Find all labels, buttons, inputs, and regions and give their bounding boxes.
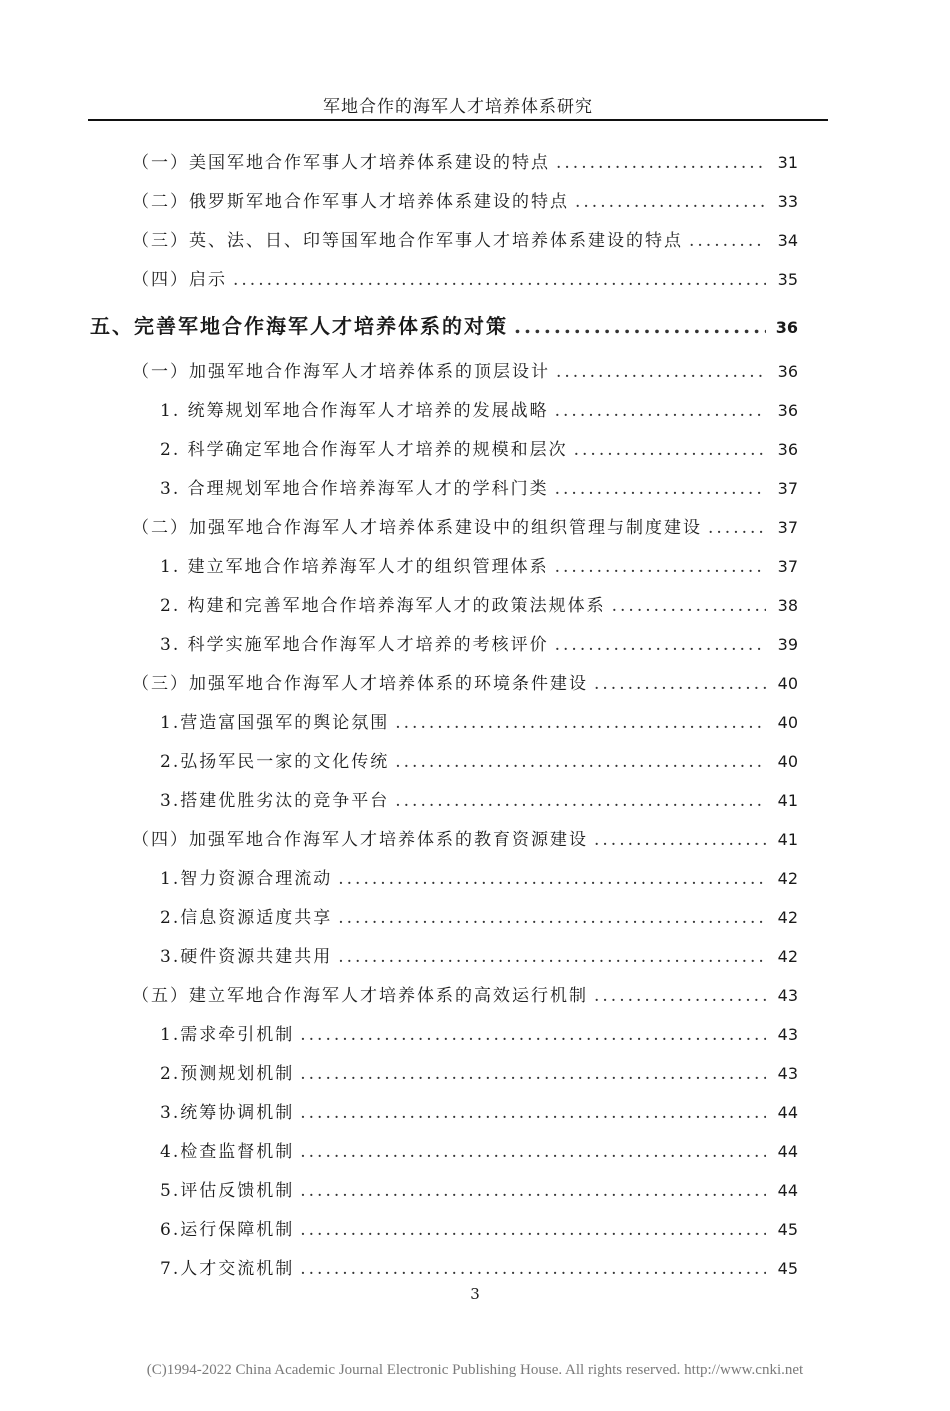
toc-entry-title: 2. 科学确定军地合作海军人才培养的规模和层次 bbox=[160, 440, 568, 460]
toc-entry[interactable] bbox=[160, 1059, 798, 1084]
toc-leader-dots bbox=[514, 314, 766, 338]
toc-leader-dots bbox=[395, 752, 766, 772]
toc-entry[interactable] bbox=[132, 981, 798, 1006]
toc-entry[interactable] bbox=[160, 474, 798, 499]
toc-entry[interactable] bbox=[160, 1098, 798, 1123]
toc-leader-dots bbox=[689, 231, 766, 251]
toc-leader-dots bbox=[338, 869, 766, 889]
toc-entry-page: 42 bbox=[777, 908, 798, 927]
toc-leader-dots bbox=[300, 1220, 766, 1240]
toc-entry-title: 2.预测规划机制 bbox=[160, 1064, 295, 1084]
toc-entry[interactable] bbox=[160, 630, 798, 655]
toc-entry[interactable] bbox=[160, 552, 798, 577]
toc-entry-page: 36 bbox=[777, 440, 798, 459]
toc-entry[interactable] bbox=[160, 903, 798, 928]
toc-entry-title: 6.运行保障机制 bbox=[160, 1220, 295, 1240]
toc-entry-title: 7.人才交流机制 bbox=[160, 1259, 295, 1279]
toc-leader-dots bbox=[338, 947, 766, 967]
toc-entry[interactable] bbox=[160, 786, 798, 811]
toc-entry[interactable] bbox=[160, 1137, 798, 1162]
toc-leader-dots bbox=[300, 1181, 766, 1201]
toc-entry-title: 1.智力资源合理流动 bbox=[160, 869, 333, 889]
toc-entry-title: （四）加强军地合作海军人才培养体系的教育资源建设 bbox=[132, 830, 588, 850]
toc-leader-dots bbox=[556, 362, 766, 382]
toc-leader-dots bbox=[300, 1142, 766, 1162]
toc-entry-page: 37 bbox=[777, 518, 798, 537]
toc-leader-dots bbox=[338, 908, 766, 928]
toc-entry[interactable] bbox=[160, 942, 798, 967]
toc-entry[interactable] bbox=[132, 825, 798, 850]
toc-entry[interactable] bbox=[160, 708, 798, 733]
toc-entry-page: 44 bbox=[777, 1103, 798, 1122]
toc-entry-title: 1. 建立军地合作培养海军人才的组织管理体系 bbox=[160, 557, 549, 577]
toc-entry-title: 3. 合理规划军地合作培养海军人才的学科门类 bbox=[160, 479, 549, 499]
toc-entry-page: 43 bbox=[777, 986, 798, 1005]
toc-entry-page: 36 bbox=[777, 362, 798, 381]
toc-entry-page: 42 bbox=[777, 947, 798, 966]
toc-entry[interactable] bbox=[132, 187, 798, 212]
toc-leader-dots bbox=[575, 192, 766, 212]
toc-entry-title: 3.硬件资源共建共用 bbox=[160, 947, 333, 967]
toc-entry[interactable] bbox=[160, 1020, 798, 1045]
toc-entry-page: 36 bbox=[777, 401, 798, 420]
toc-entry-title: （五）建立军地合作海军人才培养体系的高效运行机制 bbox=[132, 986, 588, 1006]
toc-entry-page: 40 bbox=[777, 752, 798, 771]
toc-entry-page: 44 bbox=[777, 1142, 798, 1161]
toc-leader-dots bbox=[395, 713, 766, 733]
copyright-footer: (C)1994-2022 China Academic Journal Electronic Publishing House. All rights reserved. http://www.cnki.net bbox=[146, 1362, 804, 1378]
toc-leader-dots bbox=[594, 986, 766, 1006]
toc-entry[interactable] bbox=[160, 747, 798, 772]
toc-entry-page: 31 bbox=[777, 153, 798, 172]
toc-leader-dots bbox=[300, 1103, 766, 1123]
toc-entry-title: 2.信息资源适度共享 bbox=[160, 908, 333, 928]
toc-entry-title: 1.需求牵引机制 bbox=[160, 1025, 295, 1045]
toc-entry-page: 43 bbox=[777, 1064, 798, 1083]
toc-entry-page: 45 bbox=[777, 1259, 798, 1278]
toc-entry[interactable] bbox=[160, 1176, 798, 1201]
toc-entry-page: 36 bbox=[775, 318, 798, 337]
toc-leader-dots bbox=[555, 635, 766, 655]
toc-entry[interactable] bbox=[132, 357, 798, 382]
toc-entry[interactable] bbox=[160, 1254, 798, 1279]
toc-entry-title: 3.搭建优胜劣汰的竞争平台 bbox=[160, 791, 390, 811]
toc-entry-title: （三）英、法、日、印等国军地合作军事人才培养体系建设的特点 bbox=[132, 231, 683, 251]
toc-entry-title: 3. 科学实施军地合作海军人才培养的考核评价 bbox=[160, 635, 549, 655]
toc-entry-title: （三）加强军地合作海军人才培养体系的环境条件建设 bbox=[132, 674, 588, 694]
toc-entry[interactable] bbox=[132, 148, 798, 173]
toc-leader-dots bbox=[300, 1259, 766, 1279]
toc-entry-title: 2.弘扬军民一家的文化传统 bbox=[160, 752, 390, 772]
toc-entry-page: 43 bbox=[777, 1025, 798, 1044]
toc-entry-page: 38 bbox=[777, 596, 798, 615]
toc-entry-page: 34 bbox=[777, 231, 798, 250]
toc-entry-title: （二）俄罗斯军地合作军事人才培养体系建设的特点 bbox=[132, 192, 569, 212]
toc-entry-title: 5.评估反馈机制 bbox=[160, 1181, 295, 1201]
toc-leader-dots bbox=[574, 440, 766, 460]
toc-chapter-entry[interactable] bbox=[90, 310, 798, 339]
toc-entry[interactable] bbox=[132, 669, 798, 694]
toc-entry-page: 37 bbox=[777, 479, 798, 498]
toc-entry-page: 37 bbox=[777, 557, 798, 576]
toc-leader-dots bbox=[555, 401, 766, 421]
toc-entry[interactable] bbox=[132, 513, 798, 538]
toc-entry-page: 39 bbox=[777, 635, 798, 654]
running-header: 军地合作的海军人才培养体系研究 bbox=[323, 97, 593, 117]
toc-entry-title: 3.统筹协调机制 bbox=[160, 1103, 295, 1123]
toc-leader-dots bbox=[300, 1064, 766, 1084]
toc-entry-page: 33 bbox=[777, 192, 798, 211]
header-rule bbox=[88, 119, 828, 121]
toc-leader-dots bbox=[555, 479, 766, 499]
toc-leader-dots bbox=[395, 791, 766, 811]
toc-entry-title: 4.检查监督机制 bbox=[160, 1142, 295, 1162]
toc-entry-title: （二）加强军地合作海军人才培养体系建设中的组织管理与制度建设 bbox=[132, 518, 702, 538]
toc-leader-dots bbox=[300, 1025, 766, 1045]
toc-entry[interactable] bbox=[160, 591, 798, 616]
toc-entry-page: 42 bbox=[777, 869, 798, 888]
toc-entry-title: （一）美国军地合作军事人才培养体系建设的特点 bbox=[132, 153, 550, 173]
page-number: 3 bbox=[470, 1285, 480, 1303]
toc-leader-dots bbox=[555, 557, 766, 577]
toc-entry-page: 41 bbox=[777, 830, 798, 849]
toc-leader-dots bbox=[594, 830, 766, 850]
toc-entry-title: 1.营造富国强军的舆论氛围 bbox=[160, 713, 390, 733]
toc-entry[interactable] bbox=[160, 864, 798, 889]
toc-leader-dots bbox=[594, 674, 766, 694]
toc-entry-title: 五、完善军地合作海军人才培养体系的对策 bbox=[90, 314, 508, 338]
toc-entry[interactable] bbox=[160, 435, 798, 460]
toc-entry-title: 2. 构建和完善军地合作培养海军人才的政策法规体系 bbox=[160, 596, 606, 616]
toc-entry-page: 45 bbox=[777, 1220, 798, 1239]
toc-entry[interactable] bbox=[160, 1215, 798, 1240]
toc-leader-dots bbox=[612, 596, 766, 616]
toc-leader-dots bbox=[556, 153, 766, 173]
toc-leader-dots bbox=[233, 270, 766, 290]
toc-entry-page: 44 bbox=[777, 1181, 798, 1200]
toc-entry-page: 35 bbox=[777, 270, 798, 289]
toc-entry[interactable] bbox=[132, 265, 798, 290]
toc-entry[interactable] bbox=[132, 226, 798, 251]
toc-entry-page: 40 bbox=[777, 713, 798, 732]
toc-entry-title: 1. 统筹规划军地合作海军人才培养的发展战略 bbox=[160, 401, 549, 421]
toc-entry[interactable] bbox=[160, 396, 798, 421]
toc-leader-dots bbox=[708, 518, 766, 538]
toc-entry-page: 41 bbox=[777, 791, 798, 810]
toc-entry-title: （四）启示 bbox=[132, 270, 227, 290]
toc-entry-title: （一）加强军地合作海军人才培养体系的顶层设计 bbox=[132, 362, 550, 382]
toc-entry-page: 40 bbox=[777, 674, 798, 693]
